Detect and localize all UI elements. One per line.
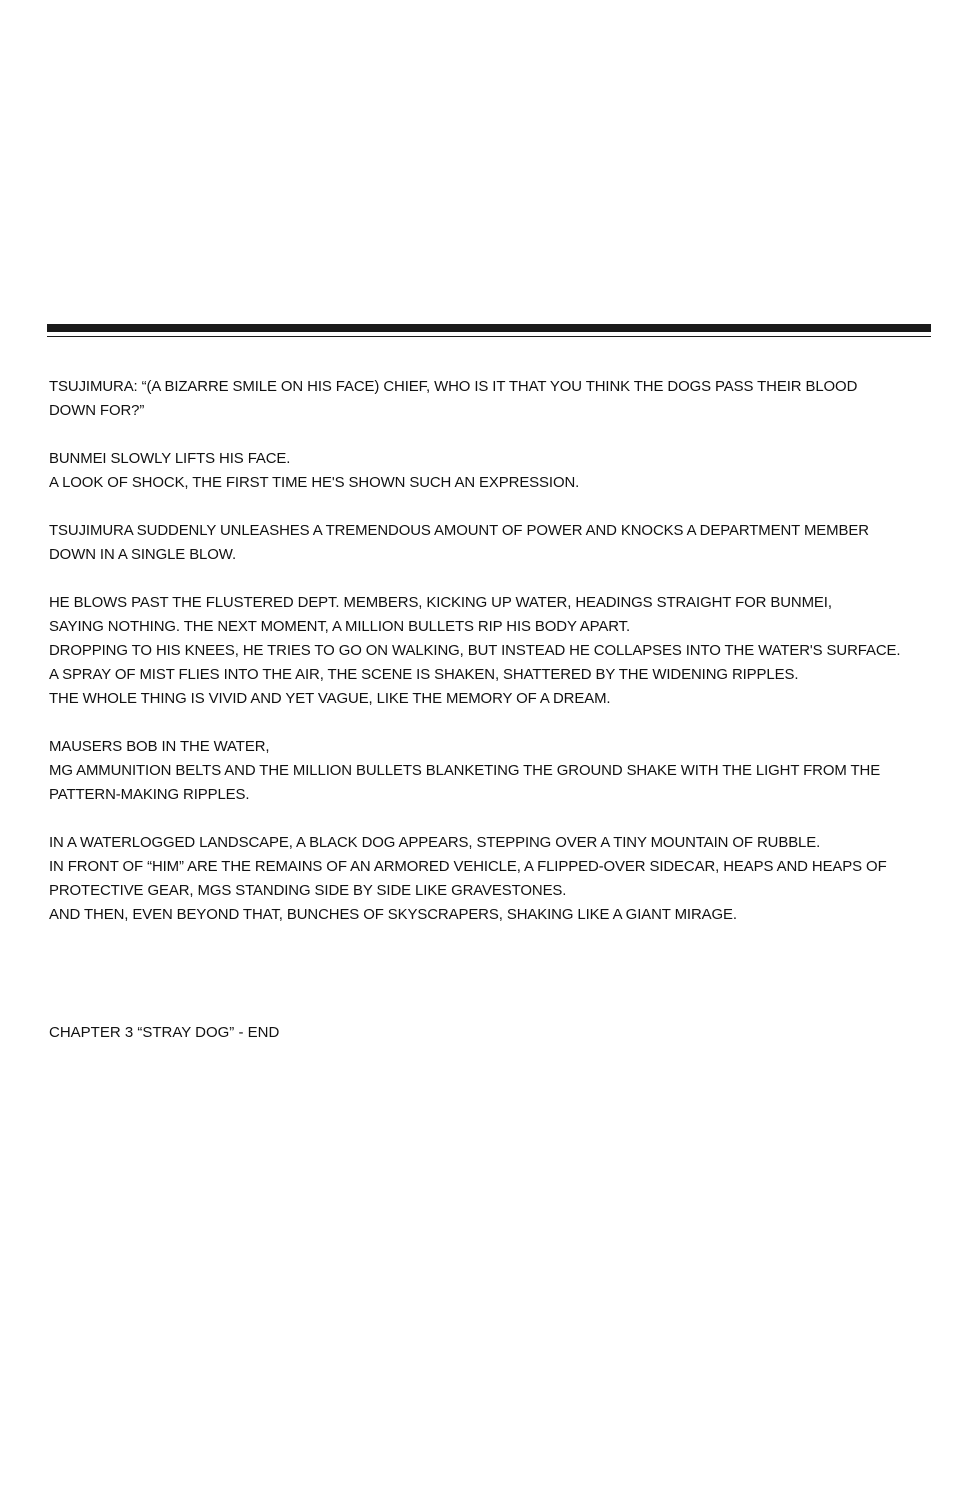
text-line: TSUJIMURA: “(A BIZARRE SMILE ON HIS FACE) CHIEF, WHO IS IT THAT YOU THINK THE DOGS PASS THEIR BLOOD [49, 378, 858, 395]
text-line: SAYING NOTHING. THE NEXT MOMENT, A MILLION BULLETS RIP HIS BODY APART. [49, 618, 631, 635]
header-rule-thick [47, 324, 931, 332]
paragraph-6 [49, 831, 939, 927]
text-line: HE BLOWS PAST THE FLUSTERED DEPT. MEMBERS, KICKING UP WATER, HEADINGS STRAIGHT FOR BUNMEI, [49, 594, 832, 611]
text-line: MG AMMUNITION BELTS AND THE MILLION BULLETS BLANKETING THE GROUND SHAKE WITH THE LIGHT FROM THE [49, 762, 881, 779]
text-line: PROTECTIVE GEAR, MGS STANDING SIDE BY SIDE LIKE GRAVESTONES. [49, 882, 567, 899]
text-line: A LOOK OF SHOCK, THE FIRST TIME HE'S SHOWN SUCH AN EXPRESSION. [49, 474, 580, 491]
text-line: AND THEN, EVEN BEYOND THAT, BUNCHES OF SKYSCRAPERS, SHAKING LIKE A GIANT MIRAGE. [49, 906, 737, 923]
paragraph-2 [49, 447, 939, 495]
header-rule-thin [47, 336, 931, 337]
text-line: PATTERN-MAKING RIPPLES. [49, 786, 250, 803]
paragraph-1 [49, 375, 939, 423]
text-line: BUNMEI SLOWLY LIFTS HIS FACE. [49, 450, 291, 467]
text-line: DOWN IN A SINGLE BLOW. [49, 546, 236, 563]
text-line: A SPRAY OF MIST FLIES INTO THE AIR, THE SCENE IS SHAKEN, SHATTERED BY THE WIDENING RIPPLES. [49, 666, 799, 683]
text-line: THE WHOLE THING IS VIVID AND YET VAGUE, LIKE THE MEMORY OF A DREAM. [49, 690, 611, 707]
text-line: DROPPING TO HIS KNEES, HE TRIES TO GO ON WALKING, BUT INSTEAD HE COLLAPSES INTO THE WATER'S SURFACE. [49, 642, 901, 659]
text-line: DOWN FOR?” [49, 402, 145, 419]
chapter-end-label: CHAPTER 3 “STRAY DOG” - END [49, 1024, 280, 1041]
paragraph-5 [49, 735, 939, 807]
text-line: IN A WATERLOGGED LANDSCAPE, A BLACK DOG APPEARS, STEPPING OVER A TINY MOUNTAIN OF RUBBLE. [49, 834, 821, 851]
paragraph-3 [49, 519, 939, 567]
story-text [49, 375, 939, 951]
text-line: IN FRONT OF “HIM” ARE THE REMAINS OF AN ARMORED VEHICLE, A FLIPPED-OVER SIDECAR, HEAPS AND HEAPS OF [49, 858, 887, 875]
text-line: TSUJIMURA SUDDENLY UNLEASHES A TREMENDOUS AMOUNT OF POWER AND KNOCKS A DEPARTMENT MEMBER [49, 522, 869, 539]
paragraph-4 [49, 591, 939, 711]
text-line: MAUSERS BOB IN THE WATER, [49, 738, 270, 755]
